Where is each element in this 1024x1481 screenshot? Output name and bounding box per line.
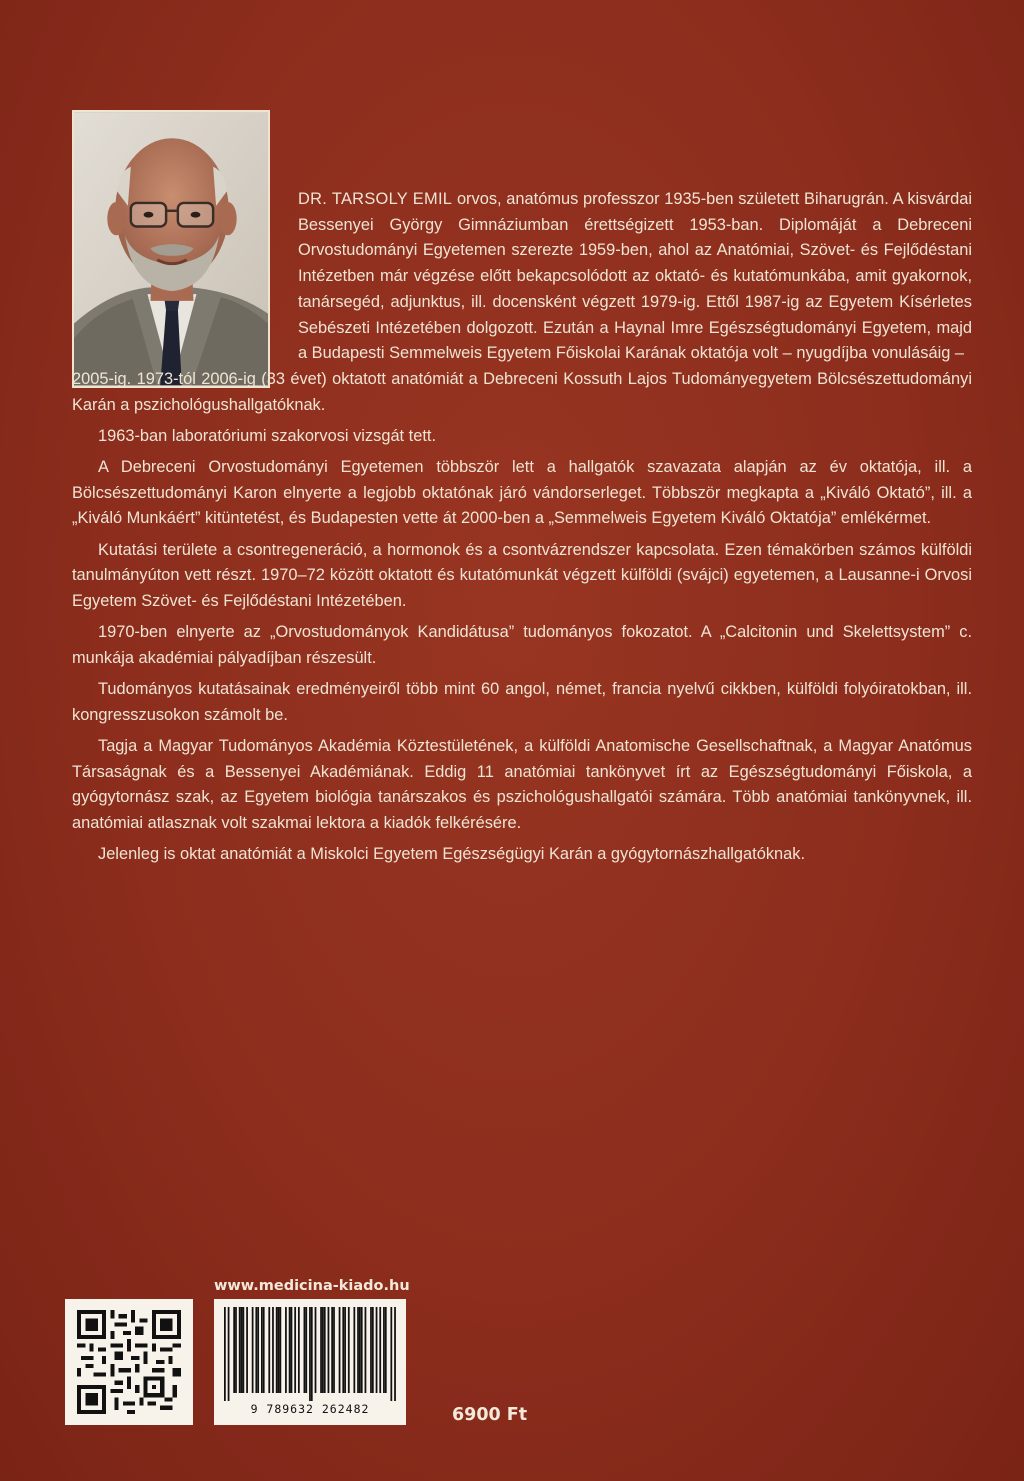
barcode-bar <box>376 1307 378 1393</box>
barcode-bar <box>331 1307 333 1393</box>
author-biography <box>72 187 972 874</box>
barcode-bar <box>348 1307 350 1393</box>
barcode-bar <box>385 1307 387 1393</box>
barcode-bar <box>309 1307 311 1401</box>
barcode-bar <box>294 1307 296 1393</box>
barcode-bar <box>272 1307 274 1393</box>
barcode-bar <box>322 1307 324 1393</box>
bio-paragraph-1-lead: orvos, anatómus professzor 1935-ben született Biharugrán. A kisvárdai Bessenyei György Gimnáziumban érettségizett 1953-ban. Diplomáját a Debreceni Orvostudományi Egyetemen szerezte 1959-ben, ahol az Anatómiai, Szövet- és Fejlődéstani Intézetben már végzése előtt bekapcsolódott az oktató- és kutatómunkába, amit gyakornok, tanársegéd, adjunktus, ill. docensként végzett 1979-ig. Ettől 1987-ig az Egyetem Kísérletes Sebészeti Intézetében dolgozott. Ezután a Haynal Imre Egészségtudományi Egyetem, majd a Budapesti Semmelweis Egyetem Főiskolai Karának oktatója volt – nyugdíjba vonulásáig – <box>298 190 972 363</box>
price-label: 6900 Ft <box>452 1405 528 1425</box>
isbn-barcode <box>214 1299 406 1425</box>
bio-paragraph-1 <box>72 187 972 418</box>
barcode-bar <box>304 1307 306 1393</box>
barcode-bar <box>379 1307 381 1393</box>
barcode-bar <box>365 1307 367 1393</box>
bio-paragraph-8: Jelenleg is oktat anatómiát a Miskolci Egyetem Egészségügyi Karán a gyógytornászhallgatóknak. <box>98 845 806 864</box>
barcode-bar <box>361 1307 363 1393</box>
barcode-bar <box>353 1307 355 1393</box>
barcode-bar <box>278 1307 280 1393</box>
barcode-bar <box>235 1307 237 1393</box>
bio-paragraph-4: Kutatási területe a csontregeneráció, a hormonok és a csontvázrendszer kapcsolata. Ezen témakörben számos külföldi tanulmányúton vett részt. 1970–72 között oktatott és kutatómunkát végzett külföldi (svájci) egyetemen, a Lausanne-i Orvosi Egyetem Szövet- és Fejlődéstani Intézetében. <box>72 540 972 611</box>
barcode-bar <box>333 1307 335 1393</box>
barcode-bar <box>357 1307 359 1393</box>
barcode-bar <box>276 1307 278 1393</box>
barcode-bar <box>342 1307 344 1393</box>
barcode-bar <box>289 1307 291 1393</box>
bio-paragraph-5: 1970-ben elnyerte az „Orvostudományok Kandidátusa” tudományos fokozatot. A „Calcitonin und Skelettsystem” c. munkája akadémiai pályadíjban részesült. <box>72 623 972 667</box>
barcode-icon <box>224 1307 396 1401</box>
barcode-bar <box>261 1307 263 1393</box>
isbn-number: 9 789632 262482 <box>250 1402 370 1416</box>
barcode-bar <box>298 1307 300 1393</box>
barcode-bar <box>246 1307 248 1393</box>
barcode-bar <box>242 1307 244 1393</box>
barcode-bar <box>263 1307 265 1393</box>
barcode-bar <box>344 1307 346 1393</box>
barcode-bar <box>320 1307 322 1393</box>
bio-paragraph-2: 1963-ban laboratóriumi szakorvosi vizsgát tett. <box>98 426 436 445</box>
bio-paragraph-6: Tudományos kutatásainak eredményeiről több mint 60 angol, német, francia nyelvű cikkben, külföldi folyóiratokban, ill. kongresszusokon számolt be. <box>72 680 972 724</box>
bio-paragraph-1-head <box>298 187 972 367</box>
qr-code <box>65 1299 193 1425</box>
barcode-bar <box>372 1307 374 1393</box>
bio-paragraph-7: Tagja a Magyar Tudományos Akadémia Köztestületének, a külföldi Anatomische Gesellschaftnak, a Magyar Anatómus Társaságnak és a Bessenyei Akadémiának. Eddig 11 anatómiai tankönyvet írt az Egészségtudományi Főiskola, a gyógytornász szak, az Egyetem biológia tanárszakos és pszichológushallgatói számára. Több anatómiai tankönyvnek, ill. anatómiai atlasznak volt szakmai lektora a kiadók felkérésére. <box>72 737 972 833</box>
barcode-bar <box>383 1307 385 1393</box>
author-name: DR. TARSOLY EMIL <box>298 190 453 208</box>
barcode-bar <box>252 1307 254 1393</box>
barcode-bar <box>228 1307 230 1401</box>
barcode-bar <box>311 1307 313 1401</box>
barcode-bar <box>279 1307 281 1393</box>
barcode-bar <box>370 1307 372 1393</box>
barcode-bar <box>339 1307 341 1393</box>
barcode-bar <box>394 1307 396 1401</box>
publisher-url[interactable]: www.medicina-kiado.hu <box>214 1278 410 1294</box>
barcode-bar <box>285 1307 287 1393</box>
barcode-bar <box>291 1307 293 1393</box>
barcode-bar <box>359 1307 361 1393</box>
bio-paragraph-3: A Debreceni Orvostudományi Egyetemen többször lett a hallgatók szavazata alapján az év oktatója, ill. a Bölcsészettudományi Karon elnyerte a legjobb oktatónak járó vándorserleget. Többször megkapta a „Kiváló Oktató”, ill. a „Kiváló Munkáért” kitüntetést, és Budapesten vette át 2000-ben a „Semmelweis Egyetem Kiváló Oktatója” emlékérmet. <box>72 458 972 528</box>
barcode-bar <box>305 1307 307 1393</box>
barcode-bar <box>324 1307 326 1393</box>
barcode-bar <box>241 1307 243 1393</box>
barcode-bar <box>268 1307 270 1393</box>
barcode-bar <box>315 1307 317 1393</box>
barcode-bar <box>255 1307 257 1393</box>
barcode-bar <box>224 1307 226 1401</box>
barcode-bar <box>390 1307 392 1401</box>
bio-paragraph-1-tail: 2005-ig. 1973-tól 2006-ig (33 évet) oktatott anatómiát a Debreceni Kossuth Lajos Tudományegyetem Bölcsészettudományi Karán a pszichológushallgatóknak. <box>72 369 972 414</box>
barcode-bar <box>239 1307 241 1393</box>
barcode-bar <box>257 1307 259 1393</box>
qr-code-icon <box>76 1310 182 1414</box>
barcode-bar <box>233 1307 235 1393</box>
barcode-bar <box>328 1307 330 1393</box>
